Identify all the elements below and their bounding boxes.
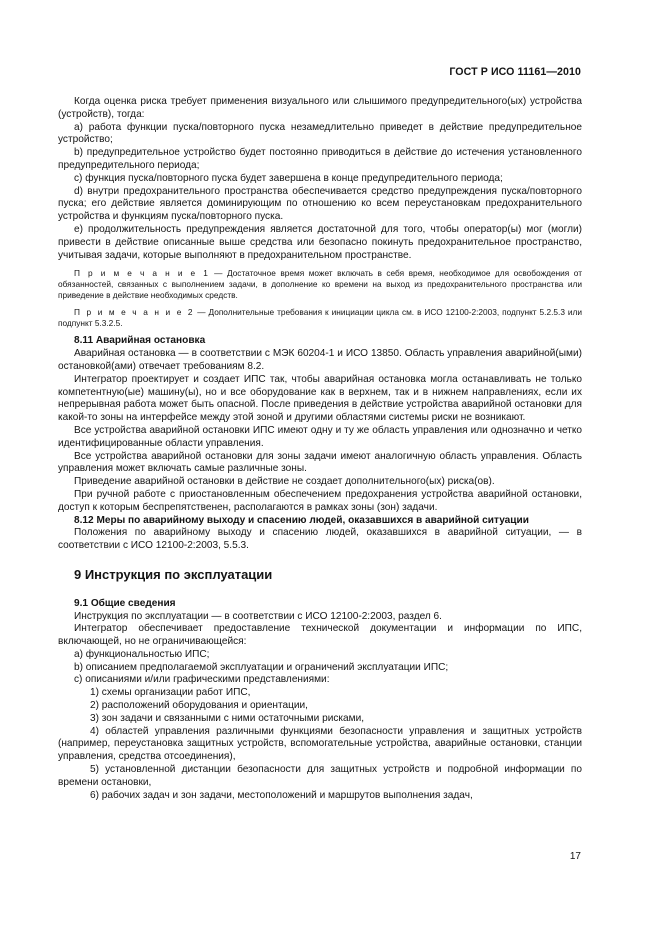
sub-list-item: 1) схемы организации работ ИПС, <box>90 687 251 699</box>
note-label: П р и м е ч а н и е 1 <box>74 268 210 279</box>
section-heading-8-11: 8.11 Аварийная остановка <box>74 335 206 347</box>
sub-list-item: 6) рабочих задач и зон задачи, местоположений и маршрутов выполнения задач, <box>90 789 473 801</box>
note-2 <box>58 307 582 329</box>
paragraph: Все устройства аварийной остановки для зоны задачи имеют аналогичную область управления. Область управления может включать самые различные зоны. <box>58 450 582 475</box>
list-item: a) функциональностью ИПС; <box>74 648 210 660</box>
sub-list-item: 5) установленной дистанции безопасности для защитных устройств и подробной информации по времени остановки, <box>58 764 582 788</box>
paragraph: Инструкция по эксплуатации — в соответствии с ИСО 12100-2:2003, раздел 6. <box>74 610 442 622</box>
list-item: c) функция пуска/повторного пуска будет завершена в конце предупредительного периода; <box>74 172 503 184</box>
sub-list-item: 4) областей управления различными функциями безопасности управления и защитных устройств (например, переустановка защитных устройств, вспомогательные устройства, аварийные остановки, станции управления, средства отсоединения), <box>58 725 582 763</box>
chapter-heading-9: 9 Инструкция по эксплуатации <box>74 566 273 582</box>
paragraph: Положения по аварийному выходу и спасению людей, оказавшихся в аварийной ситуации, — в соответствии с ИСО 12100-2:2003, 5.5.3. <box>58 527 582 552</box>
sub-list-item: 3) зон задачи и связанными с ними остаточными рисками, <box>90 712 365 724</box>
note-1 <box>58 268 582 301</box>
page-body <box>58 96 582 802</box>
paragraph: Интегратор проектирует и создает ИПС так, чтобы аварийная остановка могла останавливать не только компетентную(ые) машину(ы), но и все оборудование как в верхнем, так и в нижнем направлениях, если их непрерывная работа может быть опасной. После приведения в действие устройства аварийной остановки для какой-то зоны на интерфейсе между этой зоной и другими областями системы риски не возникают. <box>58 373 582 424</box>
note-text: — Дополнительные требования к инициации цикла см. в ИСО 12100-2:2003, подпункт 5.2.5.3 или подпункт 5.3.2.5. <box>58 307 582 329</box>
section-heading-8-12: 8.12 Меры по аварийному выходу и спасению людей, оказавшихся в аварийной ситуации <box>74 514 529 526</box>
list-item: c) описаниями и/или графическими представлениями: <box>74 674 330 686</box>
paragraph: Интегратор обеспечивает предоставление технической документации и информации по ИПС, включающей, но не ограничивающейся: <box>58 623 582 648</box>
sub-list-item: 2) расположений оборудования и ориентации, <box>90 700 308 712</box>
note-text: — Достаточное время может включать в себя время, необходимое для освобождения от обязанностей, связанных с выполнением задачи, в дополнение ко времени на выход из предохранительного пространства или приведение в действие необходимых средств. <box>58 268 583 301</box>
section-heading-9-1: 9.1 Общие сведения <box>74 597 176 609</box>
paragraph: Когда оценка риска требует применения визуального или слышимого предупредительного(ых) устройства (устройств), тогда: <box>58 96 582 120</box>
list-item: b) описанием предполагаемой эксплуатации и ограничений эксплуатации ИПС; <box>74 661 449 673</box>
paragraph: Приведение аварийной остановки в действие не создает дополнительного(ых) риска(ов). <box>74 476 495 488</box>
document-id-header: ГОСТ Р ИСО 11161—2010 <box>449 66 581 78</box>
paragraph: Все устройства аварийной остановки ИПС имеют одну и ту же область управления или однозначно и четко идентифицированные области управления. <box>58 424 582 449</box>
list-item: a) работа функции пуска/повторного пуска незамедлительно приведет в действие предупредительное устройство; <box>58 121 582 146</box>
page-number: 17 <box>569 851 581 862</box>
list-item: d) внутри предохранительного пространства обеспечивается средство предупреждения пуска/повторного пуска; его действие является доминирующим по отношению ко всем переустановкам предохранительного устройства и функциям пуска/повторного пуска. <box>58 185 582 223</box>
list-item: b) предупредительное устройство будет постоянно приводиться в действие до истечения установленного предупредительного периода; <box>58 147 582 171</box>
list-item: e) продолжительность предупреждения является достаточной для того, чтобы оператор(ы) мог (могли) привести в действие описанные выше средства или безопасно покинуть предохранительное пространство, учитывая задачи, которые выполняют в предохранительном пространстве. <box>58 223 582 261</box>
paragraph: При ручной работе с приостановленным обеспечением предохранения устройства аварийной остановки, доступ к которым беспрепятственен, располагаются в рамках зоны (зон) задачи. <box>58 488 582 513</box>
note-label: П р и м е ч а н и е 2 <box>74 307 195 318</box>
paragraph: Аварийная остановка — в соответствии с МЭК 60204-1 и ИСО 13850. Область управления аварийной(ыми) остановкой(ами) отвечает требованиям 8.2. <box>58 348 582 372</box>
